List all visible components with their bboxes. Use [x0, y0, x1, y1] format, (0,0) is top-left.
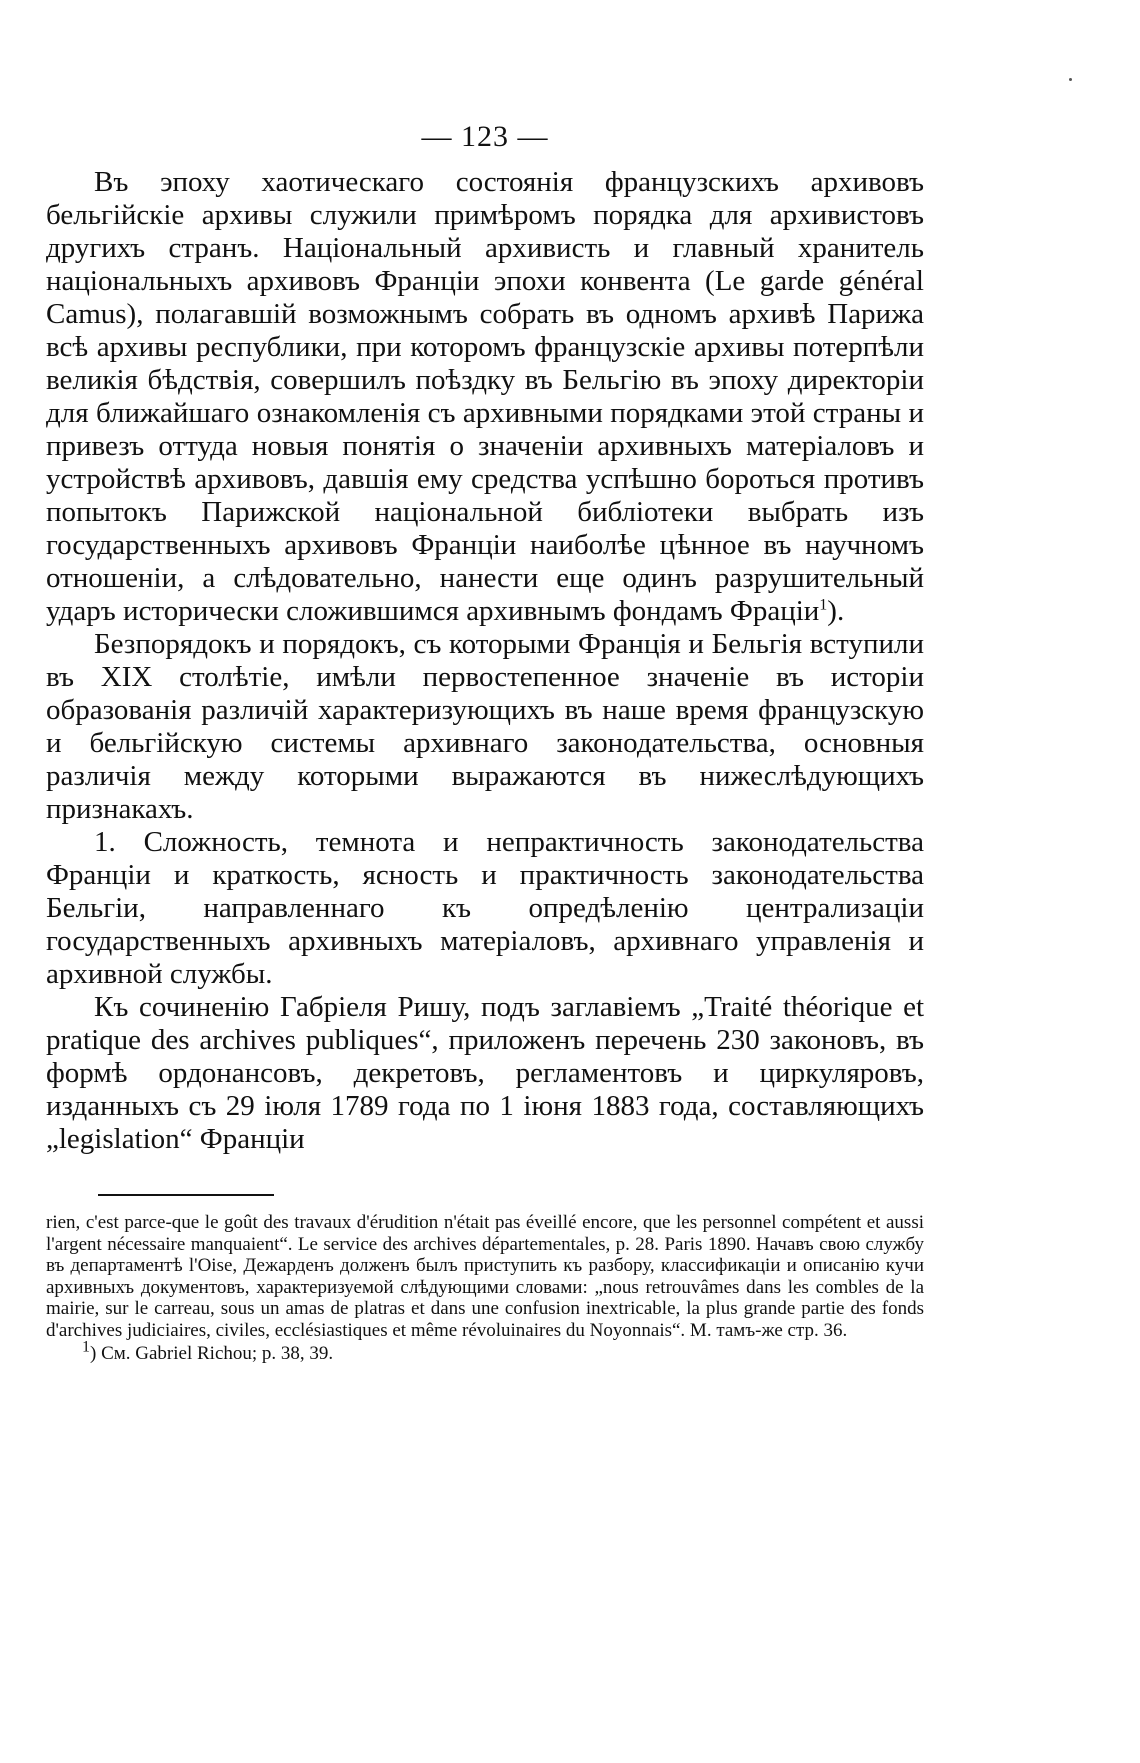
paragraph-4: Къ сочиненію Габріеля Ришу, подъ заглавіемъ „Traité théorique et pratique des archives publiques“, приложенъ перечень 230 законовъ, въ формѣ ордонансовъ, декретовъ, регламентовъ и циркуляровъ, изданныхъ съ 29 іюля 1789 года по 1 іюня 1883 года, составляющихъ „legislation“ Франціи: [46, 991, 924, 1155]
footnote-1-mark: 1: [82, 1338, 90, 1356]
page-number: — 123 —: [421, 120, 549, 153]
stray-dot: [1069, 78, 1072, 81]
paragraph-1-end: ).: [827, 595, 845, 627]
paragraph-3: 1. Сложность, темнота и непрактичность законодательства Франціи и краткость, ясность и практичность законодательства Бельгіи, направленнаго къ опредѣленію централизаціи государственныхъ архивныхъ матеріаловъ, архивнаго управленія и архивной службы.: [46, 826, 924, 990]
paragraph-2: Безпорядокъ и порядокъ, съ которыми Франція и Бельгія вступили въ XIX столѣтіе, имѣли первостепенное значеніе въ исторіи образованія различій характеризующихъ въ наше время французскую и бельгійскую системы архивнаго законодательства, основныя различія между которыми выражаются въ нижеслѣдующихъ признакахъ.: [46, 628, 924, 825]
footnote-continuation: rien, c'est parce-que le goût des travaux d'érudition n'était pas éveillé encore, que les personnel compétent et aussi l'argent nécessaire manquaient“. Le service des archives départementales, p. 28. Paris 1890. Начавъ свою службу въ департаментѣ l'Oise, Дежарденъ долженъ былъ приступить къ разбору, классификаціи и описанію кучи архивныхъ документовъ, характеризуемой слѣдующими словами: „nous retrouvâmes dans les combles de la mairie, sur le carreau, sous un amas de platras et dans une confusion inextricable, la plus grande partie des fonds d'archives judiciaires, civiles, ecclésiastiques et même révoluinaires du Noyonnais“. M. тамъ-же стр. 36.: [46, 1212, 924, 1341]
footnote-1: [46, 1338, 924, 1365]
footnote-1-text: ) См. Gabriel Richou; p. 38, 39.: [90, 1343, 334, 1364]
paragraph-1-text: Въ эпоху хаотическаго состоянія французскихъ архивовъ бельгійскіе архивы служили примѣромъ порядка для архивистовъ другихъ странъ. Національный архивисть и главный хранитель національныхъ архивовъ Франціи эпохи конвента (Le garde général Camus), полагавшій возможнымъ собрать въ одномъ архивѣ Парижа всѣ архивы республики, при которомъ французскіе архивы потерпѣли великія бѣдствія, совершилъ поѣздку въ Бельгію въ эпоху директоріи для ближайшаго ознакомленія съ архивными порядками этой страны и привезъ оттуда новыя понятія о значеніи архивныхъ матеріаловъ и устройствѣ архивовъ, давшія ему средства успѣшно бороться противъ попытокъ Парижской національной библіотеки выбрать изъ государственныхъ архивовъ Франціи наиболѣе цѣнное въ научномъ отношеніи, а слѣдовательно, нанести еще одинъ разрушительный ударъ исторически сложившимся архивнымъ фондамъ Фраціи: [46, 166, 924, 627]
page-content: [46, 120, 924, 1365]
footnotes: [46, 1212, 924, 1365]
footnote-marker-1: 1: [819, 596, 828, 614]
footnote-divider: [98, 1194, 274, 1196]
paragraph-1: [46, 166, 924, 628]
